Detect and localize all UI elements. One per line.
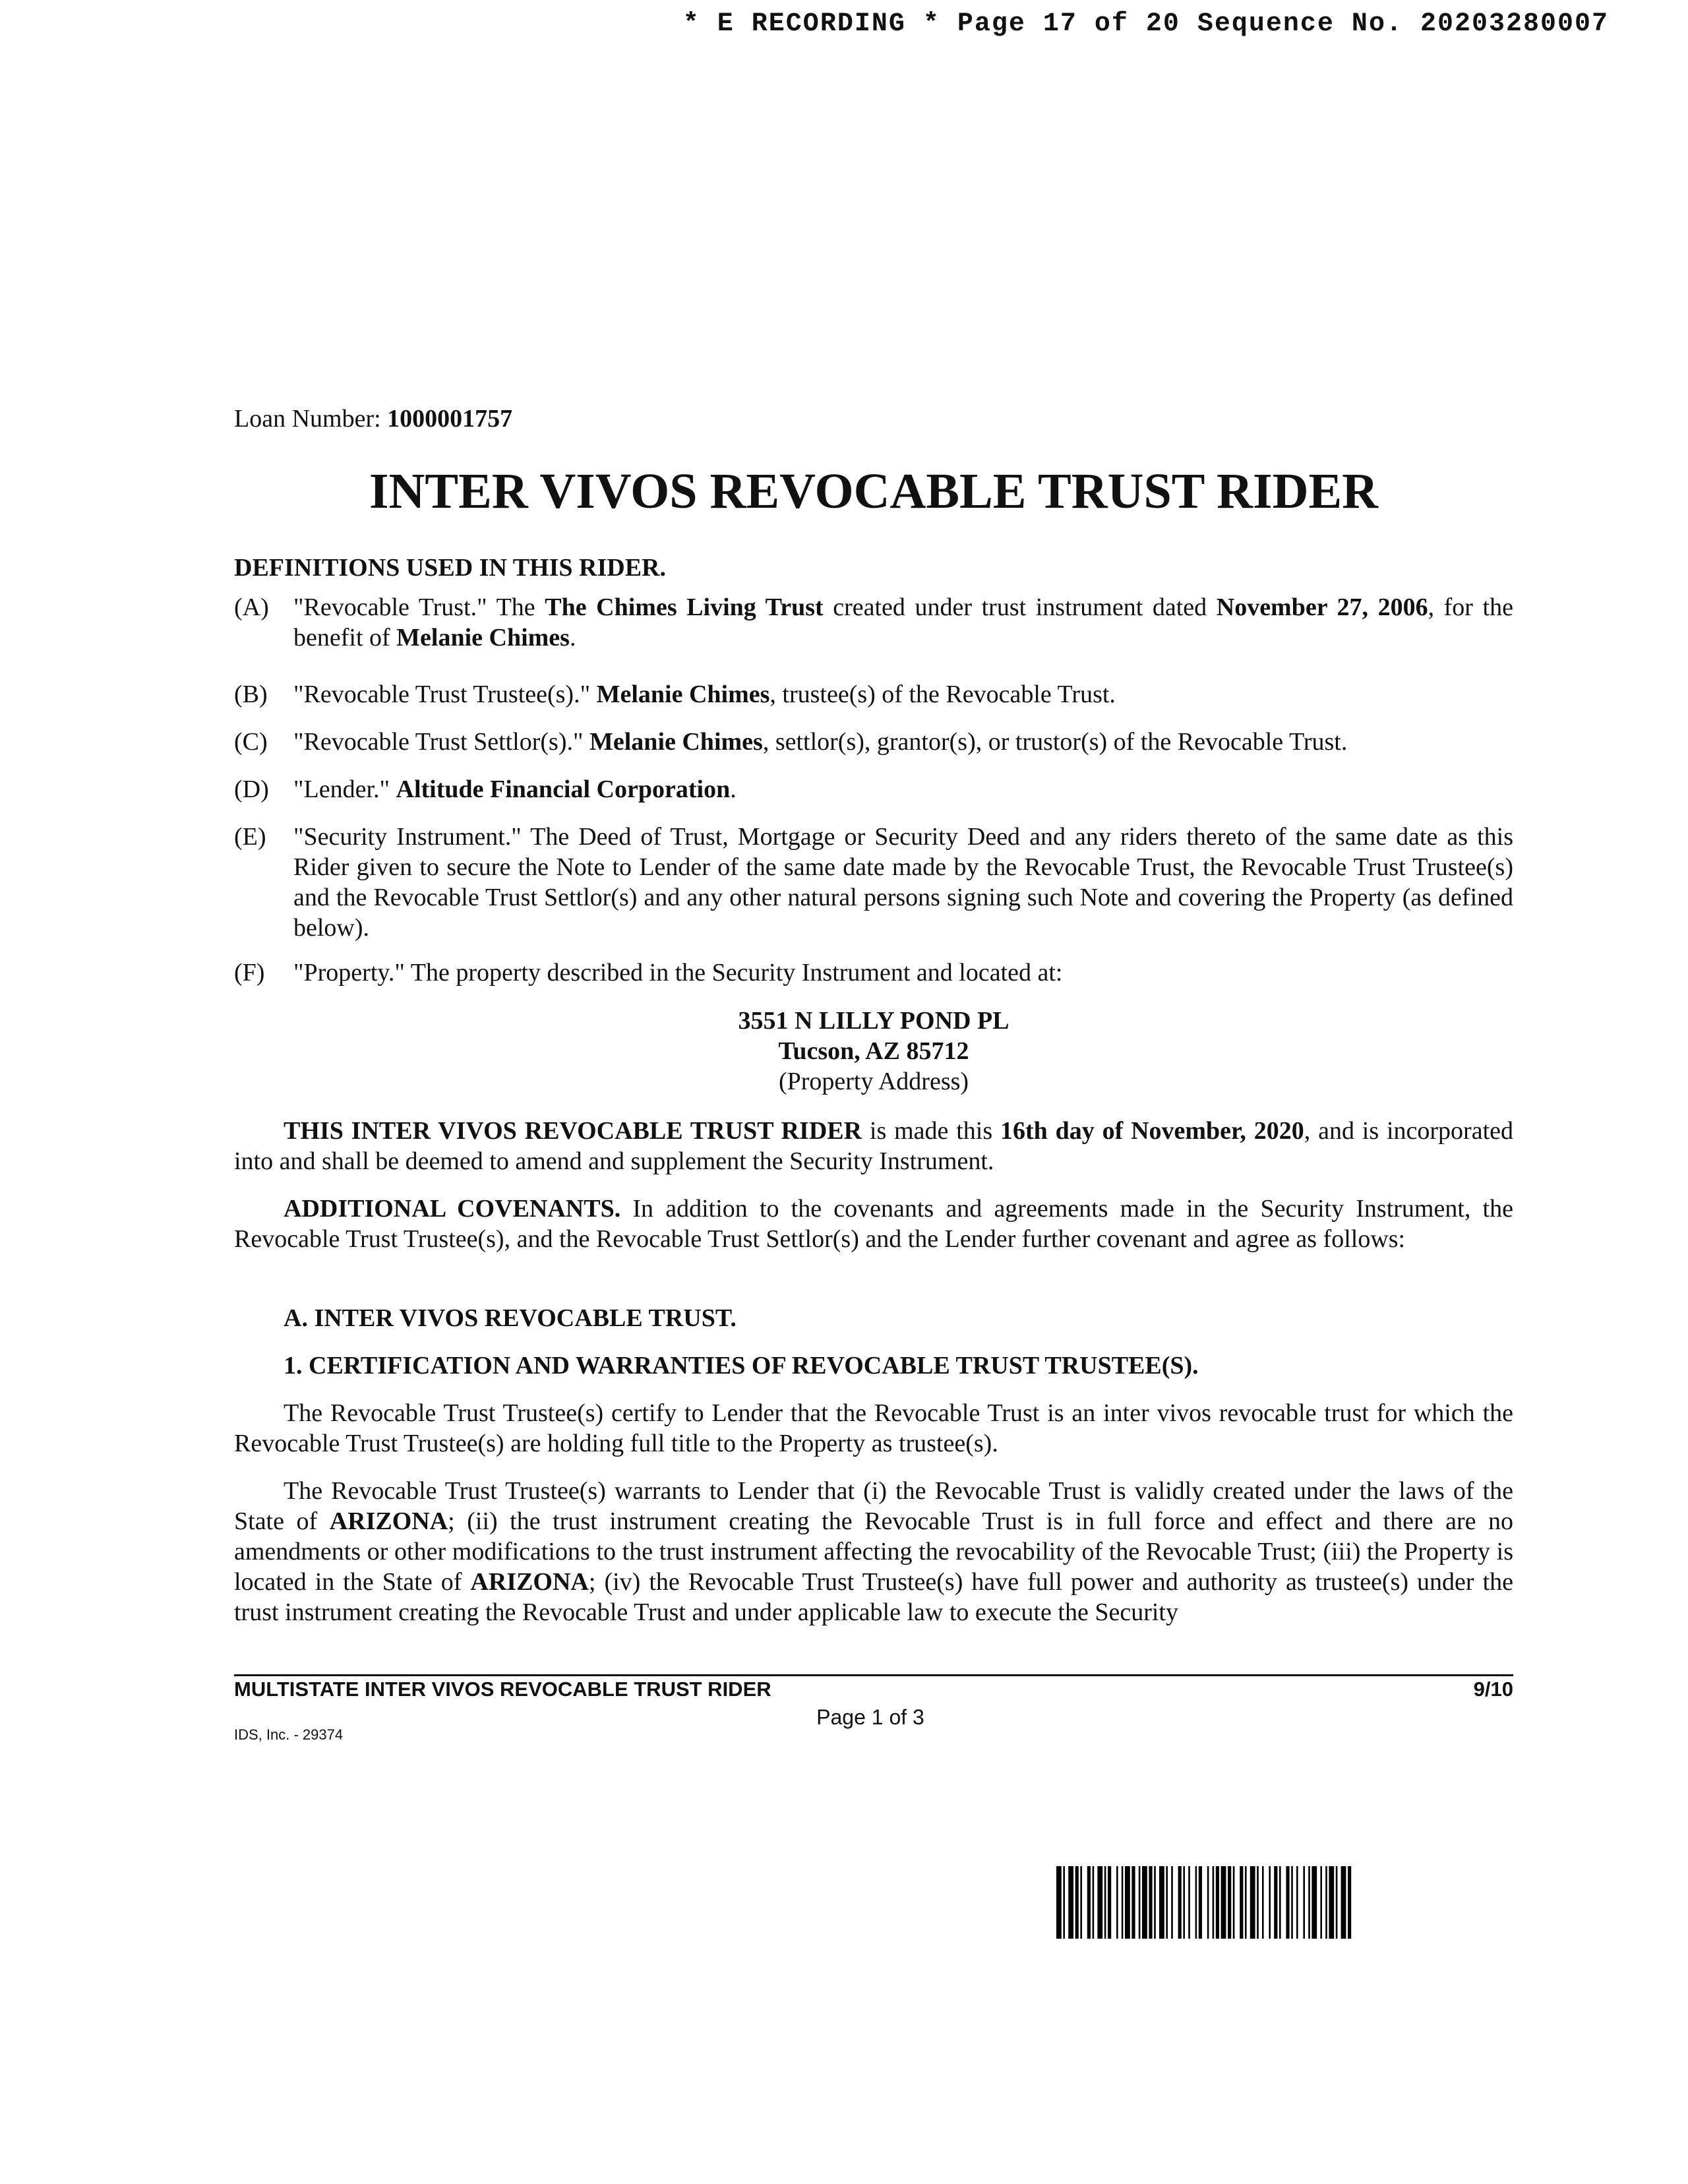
trust-date: November 27, 2006 xyxy=(1216,593,1428,621)
barcode-bar xyxy=(1291,1866,1293,1939)
barcode-bar xyxy=(1286,1866,1289,1939)
barcode-bar xyxy=(1296,1866,1298,1939)
definition-f xyxy=(234,957,1513,988)
barcode-bar xyxy=(1063,1866,1065,1939)
barcode-bar xyxy=(1068,1866,1073,1939)
barcode-bar xyxy=(1279,1866,1281,1939)
barcode-bar xyxy=(1207,1866,1209,1939)
rider-lead: THIS INTER VIVOS REVOCABLE TRUST RIDER xyxy=(284,1117,862,1145)
definition-a xyxy=(234,592,1513,653)
barcode-bar xyxy=(1274,1866,1277,1939)
definition-label: (C) xyxy=(234,728,268,756)
barcode-bar xyxy=(1269,1866,1271,1939)
section-a-heading: A. INTER VIVOS REVOCABLE TRUST. xyxy=(284,1304,737,1332)
definition-text xyxy=(293,679,1513,710)
footer-version: 9/10 xyxy=(1473,1678,1513,1701)
recording-header: * E RECORDING * Page 17 of 20 Sequence No. 20203280007 xyxy=(682,9,1609,39)
trustee-name: Melanie Chimes xyxy=(596,681,770,708)
text-run: . xyxy=(730,775,737,803)
barcode-bar xyxy=(1250,1866,1255,1939)
text-run: In addition to the covenants and agreements made in the Security Instrument, the Revocable Trust Trustee(s), and the Revocable Trust Settlor(s) and the Lender further covenant and agree as follows: xyxy=(234,1195,1513,1253)
barcode-bar xyxy=(1087,1866,1091,1939)
address-line-1: 3551 N LILLY POND PL xyxy=(738,1007,1010,1035)
definition-label: (A) xyxy=(234,593,269,621)
barcode-bar xyxy=(1308,1866,1310,1939)
definition-text: "Security Instrument." The Deed of Trust, Mortgage or Security Deed and any riders thereto of the same date as this Rider given to secure the Note to Lender of the same date made by the Revocable Trust, the Revocable Trust Trustee(s) and the Revocable Trust Settlor(s) and any other natural persons signing such Note and covering the Property (as defined below). xyxy=(293,823,1513,942)
barcode-bar xyxy=(1257,1866,1259,1939)
barcode-bar xyxy=(1183,1866,1185,1939)
text-run: . xyxy=(569,624,576,652)
barcode-bar xyxy=(1228,1866,1231,1939)
barcode-bar xyxy=(1108,1866,1111,1939)
barcode-bar xyxy=(1213,1866,1215,1939)
barcode-bar xyxy=(1341,1866,1346,1939)
definition-label: (E) xyxy=(234,823,266,851)
barcode-bar xyxy=(1139,1866,1141,1939)
barcode-bar xyxy=(1159,1866,1164,1939)
barcode-bar xyxy=(1131,1866,1135,1939)
definition-label: (F) xyxy=(234,959,265,986)
section-1-heading: 1. CERTIFICATION AND WARRANTIES OF REVOCABLE TRUST TRUSTEE(S). xyxy=(284,1352,1199,1380)
definition-text xyxy=(293,592,1513,653)
barcode-bar xyxy=(1245,1866,1247,1939)
definition-e xyxy=(234,822,1513,943)
property-address xyxy=(234,1006,1513,1097)
barcode-bar xyxy=(1240,1866,1243,1939)
definition-label: (B) xyxy=(234,681,268,708)
loan-number-value: 1000001757 xyxy=(387,405,513,433)
footer-form-title: MULTISTATE INTER VIVOS REVOCABLE TRUST RIDER xyxy=(234,1678,771,1701)
barcode-bar xyxy=(1233,1866,1235,1939)
definitions-heading: DEFINITIONS USED IN THIS RIDER. xyxy=(234,554,666,582)
barcode-bar xyxy=(1336,1866,1338,1939)
text-run: "Lender." xyxy=(293,775,396,803)
text-run: , settlor(s), grantor(s), or trustor(s) of the Revocable Trust. xyxy=(762,728,1348,756)
barcode-bar xyxy=(1116,1866,1118,1939)
state-name: ARIZONA xyxy=(470,1568,589,1596)
barcode-bar xyxy=(1320,1866,1322,1939)
barcode-bar xyxy=(1171,1866,1173,1939)
barcode-bar xyxy=(1125,1866,1130,1939)
text-run: ; (ii) the trust instrument creating the Revocable Trust is in full force and effect and there are no amendments or other modifications to the trust instrument affecting the revocability of the Revocable Trust; (iii) the Property is located in the State of xyxy=(234,1507,1513,1596)
certification-paragraph: The Revocable Trust Trustee(s) certify to Lender that the Revocable Trust is an inter vivos revocable trust for which the Revocable Trust Trustee(s) are holding full title to the Property as trustee(s). xyxy=(234,1399,1513,1457)
barcode-bar xyxy=(1216,1866,1219,1939)
barcode-bar xyxy=(1325,1866,1327,1939)
barcode-bar xyxy=(1195,1866,1197,1939)
barcode-bar xyxy=(1122,1866,1124,1939)
loan-number xyxy=(234,404,512,434)
barcode-bar xyxy=(1329,1866,1334,1939)
covenants-lead: ADDITIONAL COVENANTS. xyxy=(284,1195,621,1223)
barcode-bar xyxy=(1080,1866,1082,1939)
definition-b xyxy=(234,679,1513,710)
barcode-bar xyxy=(1262,1866,1264,1939)
barcode-graphic xyxy=(1055,1866,1510,1939)
rider-paragraph xyxy=(234,1116,1513,1176)
barcode-bar xyxy=(1166,1866,1168,1939)
footer-divider xyxy=(234,1674,1513,1676)
barcode-bar xyxy=(1188,1866,1190,1939)
barcode-bar xyxy=(1075,1866,1079,1939)
text-run: The Revocable Trust Trustee(s) warrants to Lender that (i) the Revocable Trust is validly created under the laws of the State of xyxy=(234,1477,1513,1535)
barcode-bar xyxy=(1149,1866,1152,1939)
definition-label: (D) xyxy=(234,775,269,803)
lender-name: Altitude Financial Corporation xyxy=(396,775,731,803)
barcode-bar xyxy=(1221,1866,1226,1939)
barcode-bar xyxy=(1097,1866,1102,1939)
definition-text xyxy=(293,774,1513,804)
state-name: ARIZONA xyxy=(329,1507,448,1535)
definition-c xyxy=(234,727,1513,757)
text-run: , for the benefit of xyxy=(293,593,1513,652)
definition-text xyxy=(293,727,1513,757)
address-line-2: Tucson, AZ 85712 xyxy=(778,1037,969,1065)
definition-text: "Property." The property described in the Security Instrument and located at: xyxy=(293,959,1063,986)
barcode-bar xyxy=(1056,1866,1062,1939)
covenants-paragraph xyxy=(234,1194,1513,1254)
barcode-bar xyxy=(1093,1866,1095,1939)
address-caption: (Property Address) xyxy=(778,1068,969,1095)
trust-name: The Chimes Living Trust xyxy=(545,593,824,621)
text-run: , and is incorporated into and shall be deemed to amend and supplement the Security Instrument. xyxy=(234,1117,1514,1175)
warranties-paragraph xyxy=(234,1476,1513,1627)
barcode-bar xyxy=(1142,1866,1147,1939)
barcode-bar xyxy=(1311,1866,1317,1939)
barcode-bar xyxy=(1348,1866,1351,1939)
text-run: "Revocable Trust." The xyxy=(293,593,545,621)
loan-number-label: Loan Number: xyxy=(234,405,381,433)
definition-d xyxy=(234,774,1513,804)
document-title: INTER VIVOS REVOCABLE TRUST RIDER xyxy=(369,464,1379,519)
barcode-bar xyxy=(1303,1866,1305,1939)
beneficiary-name: Melanie Chimes xyxy=(396,624,570,652)
text-run: created under trust instrument dated xyxy=(823,593,1217,621)
text-run: , trustee(s) of the Revocable Trust. xyxy=(769,681,1116,708)
rider-date: 16th day of November, 2020 xyxy=(1000,1117,1304,1145)
text-run: "Revocable Trust Settlor(s)." xyxy=(293,728,590,756)
barcode-bar xyxy=(1154,1866,1156,1939)
text-run: is made this xyxy=(862,1117,1000,1145)
footer-ids-code: IDS, Inc. - 29374 xyxy=(234,1726,344,1743)
barcode-bar xyxy=(1104,1866,1106,1939)
text-run: ; (iv) the Revocable Trust Trustee(s) have full power and authority as trustee(s) under the trust instrument creating the Revocable Trust and under applicable law to execute the Security xyxy=(234,1568,1513,1626)
settlor-name: Melanie Chimes xyxy=(589,728,763,756)
footer-page-number: Page 1 of 3 xyxy=(816,1705,924,1729)
barcode-bar xyxy=(1178,1866,1182,1939)
text-run: "Revocable Trust Trustee(s)." xyxy=(293,681,597,708)
barcode-bar xyxy=(1199,1866,1202,1939)
